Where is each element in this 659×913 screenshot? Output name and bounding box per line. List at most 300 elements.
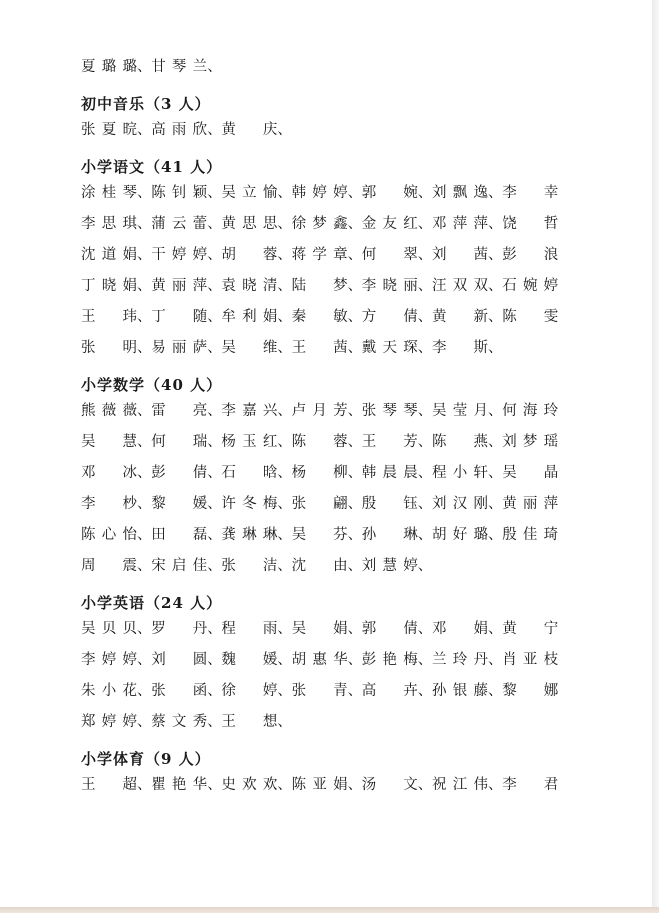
name-separator: 、 xyxy=(488,621,503,637)
teacher-name: 高雨欣 xyxy=(151,122,208,138)
name-row xyxy=(81,492,561,523)
name-separator: 、 xyxy=(347,777,363,793)
teacher-name: 张夏晥 xyxy=(81,122,137,138)
section-heading: 小学语文（41 人） xyxy=(81,158,223,176)
name-separator: 、 xyxy=(347,558,363,574)
list-item xyxy=(502,679,572,704)
list-item xyxy=(292,492,362,517)
list-item xyxy=(151,648,221,673)
name-separator: 、 xyxy=(207,216,222,232)
name-separator: 、 xyxy=(277,558,292,574)
teacher-name: 瞿艳华 xyxy=(151,777,208,793)
name-separator: 、 xyxy=(417,496,433,512)
teacher-name-list xyxy=(81,55,561,804)
name-separator: 、 xyxy=(207,527,222,543)
teacher-name: 张 青 xyxy=(291,683,348,699)
name-separator: 、 xyxy=(347,185,363,201)
name-separator: 、 xyxy=(137,340,152,356)
name-separator: 、 xyxy=(417,465,433,481)
list-item xyxy=(221,679,291,704)
name-row xyxy=(81,554,561,585)
list-item xyxy=(151,118,221,143)
teacher-name: 陈心怡 xyxy=(81,527,137,543)
teacher-name: 胡 蓉 xyxy=(221,247,278,263)
teacher-name: 殷 钰 xyxy=(361,496,418,512)
teacher-name: 田 磊 xyxy=(151,527,208,543)
list-item xyxy=(432,243,502,268)
teacher-name: 戴天琛 xyxy=(361,340,418,356)
list-item xyxy=(502,212,572,237)
list-item xyxy=(432,492,502,517)
list-item xyxy=(362,617,432,642)
name-separator: 、 xyxy=(347,683,363,699)
teacher-name: 许冬梅 xyxy=(221,496,278,512)
teacher-name: 高 卉 xyxy=(361,683,418,699)
teacher-name: 孙 琳 xyxy=(361,527,418,543)
list-item xyxy=(81,430,151,455)
name-separator: 、 xyxy=(488,340,503,356)
list-item xyxy=(502,523,572,548)
name-separator: 、 xyxy=(277,185,292,201)
list-item xyxy=(151,492,221,517)
list-item xyxy=(292,523,362,548)
name-separator: 、 xyxy=(137,527,152,543)
teacher-name: 李 杪 xyxy=(81,496,137,512)
teacher-name: 韩婷婷 xyxy=(291,185,348,201)
teacher-name: 蒲云蕾 xyxy=(151,216,208,232)
name-separator: 、 xyxy=(137,278,152,294)
name-separator: 、 xyxy=(277,777,292,793)
name-separator: 、 xyxy=(347,340,363,356)
name-separator: 、 xyxy=(488,216,503,232)
name-separator: 、 xyxy=(137,216,152,232)
list-item xyxy=(221,399,291,424)
name-separator: 、 xyxy=(207,621,222,637)
list-item xyxy=(292,181,362,206)
name-separator: 、 xyxy=(137,683,152,699)
list-item xyxy=(502,492,572,517)
list-item xyxy=(502,181,572,206)
list-item xyxy=(362,773,432,798)
teacher-name: 王 想 xyxy=(221,714,278,730)
name-separator: 、 xyxy=(488,185,503,201)
list-item xyxy=(502,243,572,268)
name-separator: 、 xyxy=(488,652,503,668)
list-item xyxy=(81,212,151,237)
name-separator: 、 xyxy=(417,777,433,793)
teacher-name: 李婷婷 xyxy=(81,652,137,668)
list-item xyxy=(502,305,572,330)
teacher-name: 石婉婷 xyxy=(502,278,559,294)
teacher-name: 邓 娟 xyxy=(432,621,488,637)
teacher-name: 陆 梦 xyxy=(291,278,348,294)
list-item xyxy=(502,648,572,673)
teacher-name: 何海玲 xyxy=(502,403,559,419)
list-item xyxy=(432,212,502,237)
list-item xyxy=(362,523,432,548)
name-separator: 、 xyxy=(207,185,222,201)
name-separator: 、 xyxy=(417,309,433,325)
section-heading: 小学体育（9 人） xyxy=(81,750,211,768)
list-item xyxy=(432,461,502,486)
list-item xyxy=(151,336,221,361)
teacher-name: 陈 燕 xyxy=(432,434,488,450)
name-separator: 、 xyxy=(137,496,152,512)
teacher-name: 黄 宁 xyxy=(502,621,559,637)
name-separator: 、 xyxy=(277,216,292,232)
section-heading: 小学数学（40 人） xyxy=(81,376,223,394)
page-edge-shadow xyxy=(652,0,659,913)
list-item xyxy=(362,181,432,206)
name-separator: 、 xyxy=(277,621,292,637)
list-item xyxy=(221,118,291,143)
name-separator: 、 xyxy=(347,652,363,668)
name-separator: 、 xyxy=(277,652,292,668)
name-separator: 、 xyxy=(488,403,503,419)
list-item xyxy=(221,181,291,206)
teacher-name: 何 瑞 xyxy=(151,434,208,450)
name-separator: 、 xyxy=(347,465,363,481)
list-item xyxy=(432,773,502,798)
teacher-name: 郭 婉 xyxy=(361,185,418,201)
list-item xyxy=(151,617,221,642)
teacher-name: 李 斯 xyxy=(432,340,488,356)
list-item xyxy=(432,181,502,206)
name-separator: 、 xyxy=(277,247,292,263)
list-item xyxy=(151,430,221,455)
list-item xyxy=(81,274,151,299)
teacher-name: 徐梦鑫 xyxy=(291,216,348,232)
teacher-name: 袁晓清 xyxy=(221,278,278,294)
name-row xyxy=(81,274,561,305)
list-item xyxy=(221,336,291,361)
list-item xyxy=(81,617,151,642)
teacher-name: 熊薇薇 xyxy=(81,403,137,419)
name-separator: 、 xyxy=(488,247,503,263)
name-separator: 、 xyxy=(347,496,363,512)
name-separator: 、 xyxy=(137,465,152,481)
list-item xyxy=(432,336,502,361)
teacher-name: 李 幸 xyxy=(502,185,559,201)
name-row xyxy=(81,305,561,336)
teacher-name: 刘梦瑶 xyxy=(502,434,559,450)
list-item xyxy=(221,648,291,673)
list-item xyxy=(502,461,572,486)
list-item xyxy=(362,648,432,673)
name-row xyxy=(81,461,561,492)
name-separator: 、 xyxy=(137,247,152,263)
teacher-name: 王 超 xyxy=(81,777,137,793)
list-item xyxy=(81,554,151,579)
teacher-name: 吴 芬 xyxy=(291,527,348,543)
teacher-name: 黄丽萍 xyxy=(151,278,208,294)
list-item xyxy=(221,492,291,517)
name-separator: 、 xyxy=(137,558,152,574)
teacher-name: 丁晓娟 xyxy=(81,278,137,294)
name-separator: 、 xyxy=(207,496,222,512)
name-separator: 、 xyxy=(207,278,222,294)
teacher-name: 甘琴兰 xyxy=(151,59,208,75)
list-item xyxy=(151,212,221,237)
name-separator: 、 xyxy=(417,247,433,263)
teacher-name: 刘汉刚 xyxy=(432,496,488,512)
name-row xyxy=(81,336,561,367)
teacher-name: 陈 雯 xyxy=(502,309,559,325)
name-separator: 、 xyxy=(207,683,222,699)
name-separator: 、 xyxy=(277,527,292,543)
teacher-name: 孙银藤 xyxy=(432,683,488,699)
teacher-name: 胡好璐 xyxy=(432,527,488,543)
teacher-name: 魏 媛 xyxy=(221,652,278,668)
list-item xyxy=(151,679,221,704)
teacher-name: 汪双双 xyxy=(432,278,488,294)
name-separator: 、 xyxy=(207,465,222,481)
name-separator: 、 xyxy=(137,403,152,419)
list-item xyxy=(221,274,291,299)
list-item xyxy=(81,243,151,268)
name-row xyxy=(81,118,561,149)
list-item xyxy=(81,523,151,548)
teacher-name: 沈道娟 xyxy=(81,247,137,263)
name-separator: 、 xyxy=(488,496,503,512)
name-separator: 、 xyxy=(277,683,292,699)
list-item xyxy=(151,523,221,548)
list-item xyxy=(292,617,362,642)
name-separator: 、 xyxy=(277,278,292,294)
list-item xyxy=(221,617,291,642)
list-item xyxy=(292,648,362,673)
teacher-name: 秦 敏 xyxy=(291,309,348,325)
list-item xyxy=(151,55,221,80)
list-item xyxy=(81,773,151,798)
name-row xyxy=(81,181,561,212)
teacher-name: 黄 庆 xyxy=(221,122,278,138)
list-item xyxy=(221,554,291,579)
name-separator: 、 xyxy=(277,434,292,450)
teacher-name: 郑婷婷 xyxy=(81,714,137,730)
teacher-name: 卢月芳 xyxy=(291,403,348,419)
teacher-name: 王 茜 xyxy=(291,340,348,356)
list-item xyxy=(151,243,221,268)
teacher-name: 兰玲丹 xyxy=(432,652,488,668)
teacher-name: 罗 丹 xyxy=(151,621,208,637)
teacher-name: 邓 冰 xyxy=(81,465,137,481)
list-item xyxy=(151,305,221,330)
list-item xyxy=(81,118,151,143)
name-separator: 、 xyxy=(488,683,503,699)
teacher-name: 蒋学章 xyxy=(291,247,348,263)
name-row xyxy=(81,243,561,274)
list-item xyxy=(432,523,502,548)
teacher-name: 陈钊颖 xyxy=(151,185,208,201)
name-separator: 、 xyxy=(488,527,503,543)
teacher-name: 彭 浪 xyxy=(502,247,559,263)
name-separator: 、 xyxy=(417,683,433,699)
list-item xyxy=(81,461,151,486)
name-row xyxy=(81,679,561,710)
list-item xyxy=(151,274,221,299)
teacher-name: 郭 倩 xyxy=(361,621,418,637)
teacher-name: 龚琳琳 xyxy=(221,527,278,543)
list-item xyxy=(81,679,151,704)
list-item xyxy=(221,305,291,330)
list-item xyxy=(81,55,151,80)
teacher-name: 张 翩 xyxy=(291,496,348,512)
name-separator: 、 xyxy=(277,465,292,481)
teacher-name: 朱小花 xyxy=(81,683,137,699)
teacher-name: 张 明 xyxy=(81,340,137,356)
list-item xyxy=(221,773,291,798)
teacher-name: 韩晨晨 xyxy=(361,465,418,481)
teacher-name: 吴贝贝 xyxy=(81,621,137,637)
teacher-name: 易丽萨 xyxy=(151,340,208,356)
teacher-name: 周 震 xyxy=(81,558,137,574)
name-separator: 、 xyxy=(207,122,222,138)
name-separator: 、 xyxy=(417,621,433,637)
name-separator: 、 xyxy=(347,527,363,543)
teacher-name: 涂桂琴 xyxy=(81,185,137,201)
list-item xyxy=(502,617,572,642)
name-separator: 、 xyxy=(207,247,222,263)
name-separator: 、 xyxy=(137,59,152,75)
name-row xyxy=(81,773,561,804)
teacher-name: 彭艳梅 xyxy=(361,652,418,668)
name-separator: 、 xyxy=(347,278,363,294)
teacher-name: 祝江伟 xyxy=(432,777,488,793)
list-item xyxy=(81,492,151,517)
list-item xyxy=(292,461,362,486)
list-item xyxy=(292,336,362,361)
name-separator: 、 xyxy=(347,247,363,263)
teacher-name: 邓萍萍 xyxy=(432,216,488,232)
teacher-name: 蔡文秀 xyxy=(151,714,208,730)
teacher-name: 刘飘逸 xyxy=(432,185,488,201)
name-separator: 、 xyxy=(347,309,363,325)
list-item xyxy=(151,181,221,206)
teacher-name: 史欢欢 xyxy=(221,777,278,793)
list-item xyxy=(292,554,362,579)
teacher-name: 刘 茜 xyxy=(432,247,488,263)
list-item xyxy=(221,212,291,237)
teacher-name: 陈亚娟 xyxy=(291,777,348,793)
name-separator: 、 xyxy=(137,777,152,793)
name-row xyxy=(81,523,561,554)
teacher-name: 刘慧婷 xyxy=(361,558,418,574)
list-item xyxy=(362,212,432,237)
list-item xyxy=(292,243,362,268)
name-separator: 、 xyxy=(277,403,292,419)
list-item xyxy=(432,305,502,330)
name-separator: 、 xyxy=(137,309,152,325)
list-item xyxy=(362,492,432,517)
name-separator: 、 xyxy=(277,309,292,325)
teacher-name: 李思琪 xyxy=(81,216,137,232)
teacher-name: 雷 亮 xyxy=(151,403,208,419)
list-item xyxy=(81,710,151,735)
name-separator: 、 xyxy=(277,496,292,512)
name-separator: 、 xyxy=(137,122,152,138)
name-separator: 、 xyxy=(488,777,503,793)
list-item xyxy=(221,523,291,548)
teacher-name: 吴 慧 xyxy=(81,434,137,450)
teacher-name: 李晓丽 xyxy=(361,278,418,294)
name-separator: 、 xyxy=(347,216,363,232)
name-separator: 、 xyxy=(207,777,222,793)
teacher-name: 张 洁 xyxy=(221,558,278,574)
list-item xyxy=(432,399,502,424)
teacher-name: 张琴琴 xyxy=(361,403,418,419)
section-heading: 小学英语（24 人） xyxy=(81,594,223,612)
list-item xyxy=(151,399,221,424)
teacher-name: 程 雨 xyxy=(221,621,278,637)
list-item xyxy=(432,430,502,455)
list-item xyxy=(362,461,432,486)
name-separator: 、 xyxy=(207,59,222,75)
teacher-name: 李 君 xyxy=(502,777,559,793)
list-item xyxy=(292,399,362,424)
list-item xyxy=(292,430,362,455)
list-item xyxy=(292,679,362,704)
teacher-name: 陈 蓉 xyxy=(291,434,348,450)
name-row xyxy=(81,710,561,741)
name-separator: 、 xyxy=(277,122,292,138)
teacher-name: 张 函 xyxy=(151,683,208,699)
list-item xyxy=(362,430,432,455)
teacher-name: 饶 哲 xyxy=(502,216,559,232)
list-item xyxy=(221,461,291,486)
list-item xyxy=(362,679,432,704)
list-item xyxy=(362,274,432,299)
teacher-name: 黎 娜 xyxy=(502,683,559,699)
list-item xyxy=(151,773,221,798)
name-row xyxy=(81,648,561,679)
teacher-name: 杨玉红 xyxy=(221,434,278,450)
name-separator: 、 xyxy=(417,527,433,543)
list-item xyxy=(432,648,502,673)
teacher-name: 吴莹月 xyxy=(432,403,488,419)
teacher-name: 石 晗 xyxy=(221,465,278,481)
name-separator: 、 xyxy=(347,434,363,450)
teacher-name: 黎 媛 xyxy=(151,496,208,512)
list-item xyxy=(81,336,151,361)
name-separator: 、 xyxy=(207,652,222,668)
list-item xyxy=(151,710,221,735)
name-separator: 、 xyxy=(417,340,433,356)
teacher-name: 丁 随 xyxy=(151,309,208,325)
name-separator: 、 xyxy=(207,558,222,574)
list-item xyxy=(292,212,362,237)
list-item xyxy=(362,554,432,579)
teacher-name: 宋启佳 xyxy=(151,558,208,574)
name-separator: 、 xyxy=(137,621,152,637)
name-separator: 、 xyxy=(277,340,292,356)
name-row xyxy=(81,399,561,430)
name-separator: 、 xyxy=(488,278,503,294)
teacher-name: 方 倩 xyxy=(361,309,418,325)
teacher-name: 汤 文 xyxy=(361,777,418,793)
list-item xyxy=(362,243,432,268)
name-separator: 、 xyxy=(417,403,433,419)
name-separator: 、 xyxy=(417,434,433,450)
teacher-name: 胡惠华 xyxy=(291,652,348,668)
name-separator: 、 xyxy=(417,558,433,574)
teacher-name: 吴 维 xyxy=(221,340,278,356)
list-item xyxy=(292,305,362,330)
teacher-name: 王 芳 xyxy=(361,434,418,450)
name-separator: 、 xyxy=(417,216,433,232)
teacher-name: 杨 柳 xyxy=(291,465,348,481)
name-separator: 、 xyxy=(417,278,433,294)
